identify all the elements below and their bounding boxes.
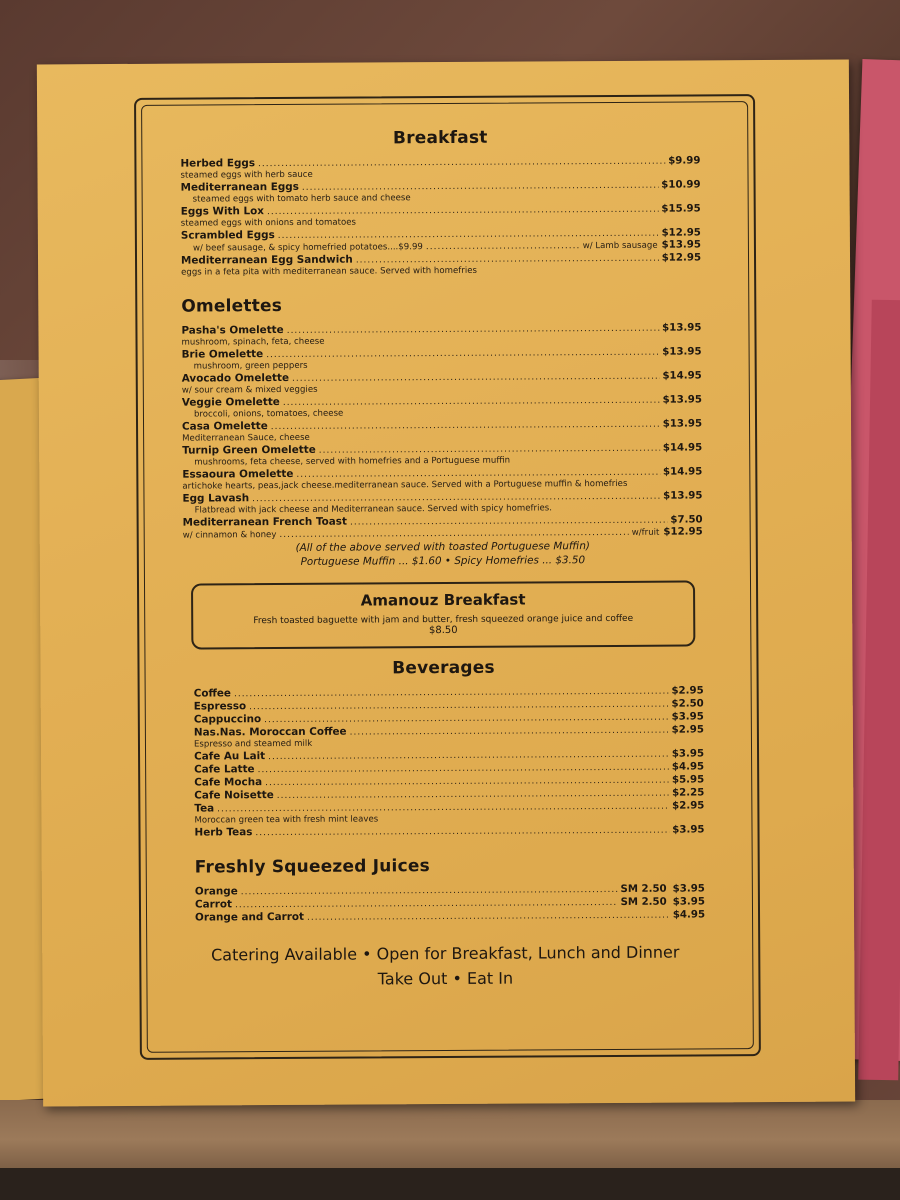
sides-note: Portuguese Muffin ... $1.60 • Spicy Homefries ... $3.50 bbox=[300, 554, 586, 568]
dot-leader bbox=[292, 371, 660, 385]
menu-item bbox=[183, 513, 703, 541]
item-small-price: SM 2.50 bbox=[620, 883, 667, 895]
dot-leader bbox=[283, 395, 660, 409]
item-name: Egg Lavash bbox=[182, 492, 250, 505]
section-title-omelettes: Omelettes bbox=[181, 295, 283, 317]
footer-line-catering: Catering Available • Open for Breakfast, Lunch and Dinner bbox=[211, 942, 680, 965]
section-title-breakfast: Breakfast bbox=[392, 127, 488, 149]
item-price: $2.95 bbox=[671, 685, 704, 697]
item-name: Herbed Eggs bbox=[180, 157, 256, 170]
item-description: Moroccan green tea with fresh mint leaves bbox=[194, 814, 379, 826]
dot-leader bbox=[287, 323, 660, 337]
item-price: $13.95 bbox=[662, 346, 702, 358]
item-price: $13.95 bbox=[662, 394, 702, 406]
floor-shadow bbox=[0, 1168, 900, 1200]
item-extra-price: $13.95 bbox=[661, 239, 701, 251]
item-price: $10.99 bbox=[661, 179, 701, 191]
item-description: w/ beef sausage, & spicy homefried potatoes....$9.99 bbox=[192, 242, 423, 254]
menu-item bbox=[181, 251, 701, 278]
item-price: $13.95 bbox=[663, 490, 703, 502]
menu-item bbox=[181, 178, 701, 205]
item-name: Veggie Omelette bbox=[181, 396, 280, 409]
dot-leader bbox=[258, 156, 665, 170]
item-price: $3.95 bbox=[672, 824, 705, 836]
item-name: Mediterranean Egg Sandwich bbox=[180, 253, 353, 267]
item-name: Nas.Nas. Moroccan Coffee bbox=[193, 725, 347, 739]
dot-leader bbox=[356, 253, 659, 267]
item-name: Cafe Latte bbox=[194, 763, 255, 776]
item-price: $2.25 bbox=[672, 787, 705, 799]
item-extra-price: $12.95 bbox=[663, 526, 703, 538]
item-name: Orange bbox=[194, 885, 238, 898]
menu-item bbox=[182, 465, 702, 492]
item-description: mushrooms, feta cheese, served with homefries and a Portuguese muffin bbox=[194, 455, 511, 468]
item-description: steamed eggs with onions and tomatoes bbox=[180, 217, 357, 229]
item-description: broccoli, onions, tomatoes, cheese bbox=[193, 408, 344, 420]
item-price: $14.95 bbox=[662, 370, 702, 382]
menu-item bbox=[194, 799, 704, 826]
item-price: $12.95 bbox=[661, 252, 702, 264]
footer-line-takeout: Take Out • Eat In bbox=[377, 968, 514, 989]
item-name: Herb Teas bbox=[194, 826, 253, 839]
item-price: $7.50 bbox=[670, 514, 703, 526]
item-price: $14.95 bbox=[662, 442, 703, 454]
amanouz-breakfast-box bbox=[191, 580, 695, 649]
menu-page bbox=[37, 60, 855, 1107]
item-name: Orange and Carrot bbox=[195, 910, 305, 924]
item-name: Carrot bbox=[194, 898, 232, 911]
menu-item bbox=[182, 489, 702, 516]
breakfast-list bbox=[180, 154, 701, 278]
item-price: $14.95 bbox=[662, 466, 703, 478]
item-price: $4.95 bbox=[671, 761, 705, 773]
item-extra-label: w/fruit bbox=[631, 527, 660, 538]
dot-leader bbox=[267, 204, 659, 218]
item-name: Tea bbox=[194, 802, 215, 815]
item-description: steamed eggs with tomato herb sauce and cheese bbox=[192, 193, 411, 205]
item-name: Espresso bbox=[193, 700, 247, 713]
omelettes-note: (All of the above served with toasted Portuguese Muffin) bbox=[295, 540, 590, 554]
item-description: Espresso and steamed milk bbox=[193, 738, 313, 750]
dot-leader bbox=[302, 180, 658, 194]
item-name: Cafe Mocha bbox=[194, 776, 263, 789]
item-name: Mediterranean French Toast bbox=[182, 515, 347, 529]
item-price: $15.95 bbox=[661, 203, 701, 215]
menu-item bbox=[181, 226, 701, 254]
amanouz-title: Amanouz Breakfast bbox=[360, 590, 526, 610]
section-title-juices: Freshly Squeezed Juices bbox=[194, 856, 430, 878]
item-price: $2.95 bbox=[671, 724, 704, 736]
menu-item-row bbox=[195, 908, 705, 924]
item-description: w/ cinnamon & honey bbox=[182, 530, 277, 541]
menu-item bbox=[194, 723, 704, 750]
dot-leader bbox=[426, 240, 580, 253]
item-name: Mediterranean Eggs bbox=[180, 180, 299, 194]
item-name: Cappuccino bbox=[193, 713, 262, 726]
item-price: $3.95 bbox=[672, 883, 705, 895]
dot-leader bbox=[350, 725, 669, 739]
item-description: Mediterranean Sauce, cheese bbox=[182, 432, 310, 444]
amanouz-price: $8.50 bbox=[428, 624, 458, 637]
item-description: mushroom, spinach, feta, cheese bbox=[181, 336, 325, 348]
item-name: Essaoura Omelette bbox=[182, 467, 294, 481]
item-name: Scrambled Eggs bbox=[180, 229, 275, 242]
item-name: Cafe Noisette bbox=[194, 789, 274, 802]
dot-leader bbox=[319, 443, 660, 457]
omelettes-list bbox=[181, 321, 702, 541]
menu-item bbox=[180, 154, 700, 181]
beverages-list bbox=[194, 684, 705, 839]
item-description: steamed eggs with herb sauce bbox=[180, 169, 313, 181]
menu-item bbox=[182, 345, 702, 372]
item-price: $9.99 bbox=[668, 155, 701, 167]
item-name: Cafe Au Lait bbox=[194, 750, 266, 763]
menu-item bbox=[182, 417, 702, 444]
menu-item bbox=[182, 441, 702, 468]
dot-leader bbox=[307, 910, 670, 924]
menu-content bbox=[180, 126, 705, 992]
item-extra-label: w/ Lamb sausage bbox=[582, 240, 658, 252]
item-name: Brie Omelette bbox=[181, 348, 264, 361]
item-name: Turnip Green Omelette bbox=[182, 443, 316, 457]
dot-leader bbox=[271, 419, 660, 433]
item-name: Avocado Omelette bbox=[181, 371, 290, 385]
juices-list bbox=[195, 882, 705, 924]
dot-leader bbox=[255, 825, 669, 840]
item-price: $4.95 bbox=[672, 909, 706, 921]
dot-leader bbox=[266, 347, 659, 361]
menu-item bbox=[182, 369, 702, 396]
section-title-beverages: Beverages bbox=[392, 657, 495, 679]
menu-item bbox=[182, 393, 702, 420]
item-description: eggs in a feta pita with mediterranean sauce. Served with homefries bbox=[181, 265, 478, 278]
item-price: $12.95 bbox=[661, 227, 701, 239]
item-price: $2.50 bbox=[671, 698, 704, 710]
item-price: $2.95 bbox=[672, 800, 705, 812]
item-description: artichoke hearts, peas,jack cheese.mediterranean sauce. Served with a Portuguese muffin & homefries bbox=[182, 478, 628, 492]
dot-leader bbox=[279, 527, 628, 541]
amanouz-description: Fresh toasted baguette with jam and butter, fresh squeezed orange juice and coffee bbox=[253, 613, 634, 627]
item-price: $13.95 bbox=[662, 418, 703, 430]
menu-footer bbox=[185, 939, 705, 992]
item-name: Coffee bbox=[193, 687, 231, 700]
item-price: $13.95 bbox=[662, 322, 702, 334]
item-name: Pasha's Omelette bbox=[181, 323, 284, 337]
menu-item bbox=[195, 908, 705, 924]
item-name: Casa Omelette bbox=[182, 420, 268, 433]
item-small-price: SM 2.50 bbox=[620, 896, 667, 908]
item-price: $3.95 bbox=[671, 748, 705, 760]
item-name: Eggs With Lox bbox=[180, 205, 265, 218]
menu-item bbox=[181, 321, 701, 348]
menu-item bbox=[181, 202, 701, 229]
item-price: $3.95 bbox=[672, 896, 705, 908]
item-price: $5.95 bbox=[671, 774, 705, 786]
item-description: w/ sour cream & mixed veggies bbox=[181, 384, 318, 396]
item-price: $3.95 bbox=[671, 711, 704, 723]
item-description: Flatbread with jack cheese and Mediterranean sauce. Served with spicy homefries. bbox=[194, 503, 552, 516]
item-description: mushroom, green peppers bbox=[193, 360, 308, 372]
